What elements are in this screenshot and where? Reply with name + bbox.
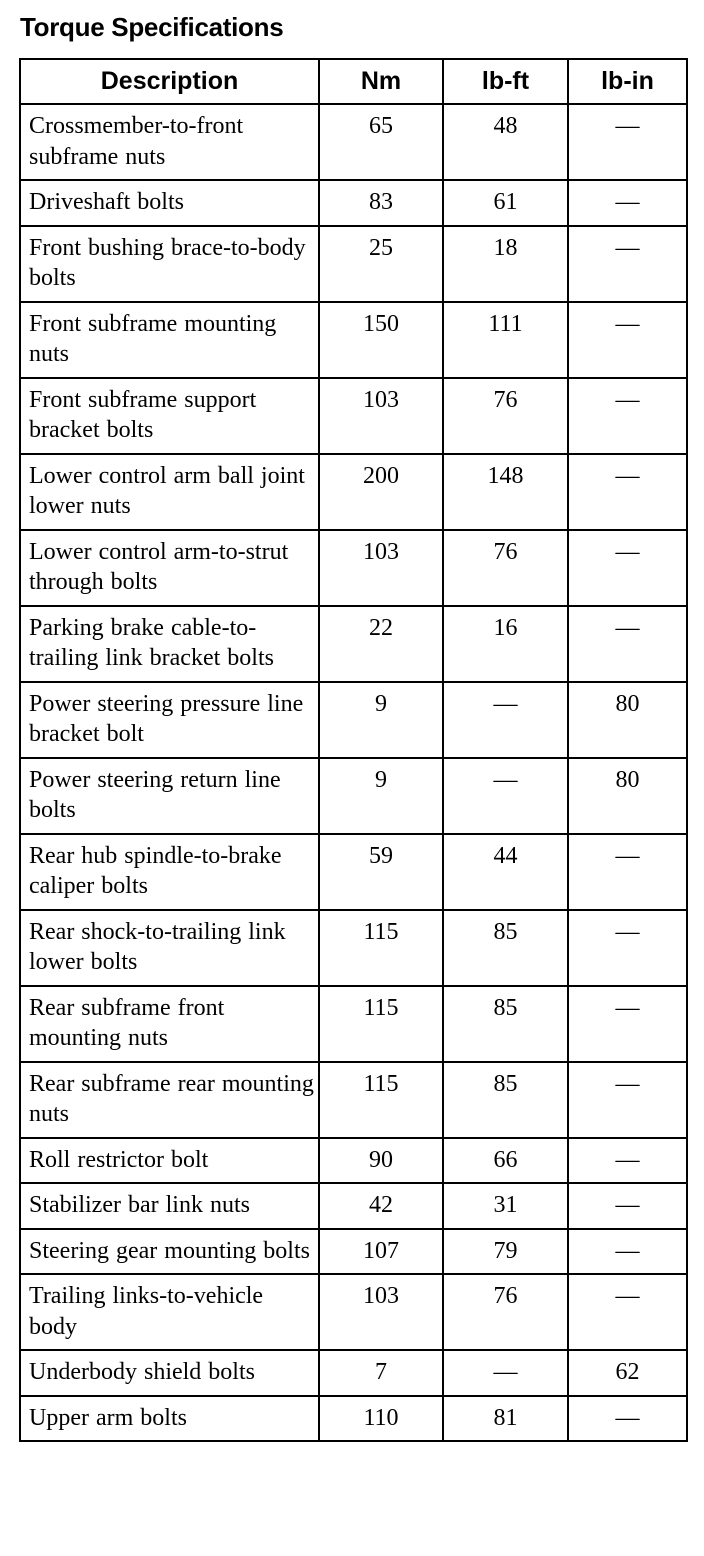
lb-ft-cell: 85 (443, 1062, 568, 1138)
lb-in-cell: — (568, 1396, 687, 1442)
table-header (20, 59, 687, 104)
lb-in-cell: — (568, 1183, 687, 1229)
table-row (20, 378, 687, 454)
table-row (20, 1183, 687, 1229)
nm-cell: 9 (319, 758, 443, 834)
table-body (20, 104, 687, 1441)
description-cell: Lower control arm-to-strut through bolts (20, 530, 319, 606)
table-row (20, 302, 687, 378)
table-row (20, 1138, 687, 1184)
description-cell: Power steering return line bolts (20, 758, 319, 834)
description-cell: Front subframe support bracket bolts (20, 378, 319, 454)
lb-in-cell: — (568, 834, 687, 910)
table-row (20, 530, 687, 606)
lb-ft-cell: 85 (443, 986, 568, 1062)
nm-cell: 7 (319, 1350, 443, 1396)
lb-in-cell: 80 (568, 758, 687, 834)
lb-in-cell: — (568, 104, 687, 180)
description-cell: Steering gear mounting bolts (20, 1229, 319, 1275)
lb-ft-cell: 81 (443, 1396, 568, 1442)
nm-cell: 65 (319, 104, 443, 180)
lb-in-cell: — (568, 1229, 687, 1275)
lb-ft-cell: 148 (443, 454, 568, 530)
description-cell: Front bushing brace-to-body bolts (20, 226, 319, 302)
table-row (20, 910, 687, 986)
lb-ft-cell: 18 (443, 226, 568, 302)
description-cell: Lower control arm ball joint lower nuts (20, 454, 319, 530)
lb-in-cell: — (568, 378, 687, 454)
description-cell: Crossmember-to-front subframe nuts (20, 104, 319, 180)
nm-cell: 107 (319, 1229, 443, 1275)
lb-in-cell: 62 (568, 1350, 687, 1396)
lb-ft-cell: 76 (443, 530, 568, 606)
lb-ft-cell: 16 (443, 606, 568, 682)
table-row (20, 1274, 687, 1350)
description-cell: Driveshaft bolts (20, 180, 319, 226)
nm-cell: 90 (319, 1138, 443, 1184)
page-title: Torque Specifications (20, 12, 284, 42)
column-header-description: Description (20, 59, 319, 104)
nm-cell: 42 (319, 1183, 443, 1229)
lb-in-cell: — (568, 302, 687, 378)
description-cell: Rear subframe front mounting nuts (20, 986, 319, 1062)
table-row (20, 834, 687, 910)
table-row (20, 758, 687, 834)
description-cell: Underbody shield bolts (20, 1350, 319, 1396)
table-row (20, 1229, 687, 1275)
nm-cell: 103 (319, 1274, 443, 1350)
nm-cell: 110 (319, 1396, 443, 1442)
nm-cell: 9 (319, 682, 443, 758)
description-cell: Upper arm bolts (20, 1396, 319, 1442)
nm-cell: 59 (319, 834, 443, 910)
column-header-lb-ft: lb-ft (443, 59, 568, 104)
description-cell: Rear subframe rear mounting nuts (20, 1062, 319, 1138)
lb-ft-cell: 44 (443, 834, 568, 910)
nm-cell: 150 (319, 302, 443, 378)
lb-ft-cell: 79 (443, 1229, 568, 1275)
lb-in-cell: — (568, 1274, 687, 1350)
lb-ft-cell: 66 (443, 1138, 568, 1184)
lb-ft-cell: 85 (443, 910, 568, 986)
lb-in-cell: — (568, 226, 687, 302)
torque-spec-table (19, 58, 688, 1442)
nm-cell: 103 (319, 378, 443, 454)
lb-ft-cell: 31 (443, 1183, 568, 1229)
lb-ft-cell: 76 (443, 1274, 568, 1350)
table-row (20, 226, 687, 302)
header-row (20, 59, 687, 104)
description-cell: Parking brake cable-to-trailing link bracket bolts (20, 606, 319, 682)
lb-ft-cell: — (443, 758, 568, 834)
lb-in-cell: — (568, 606, 687, 682)
lb-ft-cell: 111 (443, 302, 568, 378)
description-cell: Roll restrictor bolt (20, 1138, 319, 1184)
table-row (20, 1062, 687, 1138)
table-row (20, 606, 687, 682)
lb-in-cell: — (568, 910, 687, 986)
nm-cell: 200 (319, 454, 443, 530)
column-header-nm: Nm (319, 59, 443, 104)
table-row (20, 1396, 687, 1442)
nm-cell: 25 (319, 226, 443, 302)
nm-cell: 115 (319, 910, 443, 986)
table-row (20, 986, 687, 1062)
description-cell: Power steering pressure line bracket bolt (20, 682, 319, 758)
nm-cell: 22 (319, 606, 443, 682)
lb-ft-cell: 76 (443, 378, 568, 454)
description-cell: Trailing links-to-vehicle body (20, 1274, 319, 1350)
column-header-lb-in: lb-in (568, 59, 687, 104)
description-cell: Stabilizer bar link nuts (20, 1183, 319, 1229)
nm-cell: 115 (319, 1062, 443, 1138)
table-row (20, 454, 687, 530)
table-row (20, 1350, 687, 1396)
lb-ft-cell: 61 (443, 180, 568, 226)
table-row (20, 180, 687, 226)
nm-cell: 115 (319, 986, 443, 1062)
lb-ft-cell: — (443, 1350, 568, 1396)
lb-in-cell: — (568, 1062, 687, 1138)
nm-cell: 83 (319, 180, 443, 226)
table-row (20, 682, 687, 758)
description-cell: Rear shock-to-trailing link lower bolts (20, 910, 319, 986)
lb-ft-cell: — (443, 682, 568, 758)
lb-in-cell: — (568, 454, 687, 530)
table-row (20, 104, 687, 180)
lb-in-cell: — (568, 986, 687, 1062)
lb-ft-cell: 48 (443, 104, 568, 180)
lb-in-cell: — (568, 1138, 687, 1184)
description-cell: Front subframe mounting nuts (20, 302, 319, 378)
lb-in-cell: 80 (568, 682, 687, 758)
lb-in-cell: — (568, 530, 687, 606)
lb-in-cell: — (568, 180, 687, 226)
nm-cell: 103 (319, 530, 443, 606)
description-cell: Rear hub spindle-to-brake caliper bolts (20, 834, 319, 910)
